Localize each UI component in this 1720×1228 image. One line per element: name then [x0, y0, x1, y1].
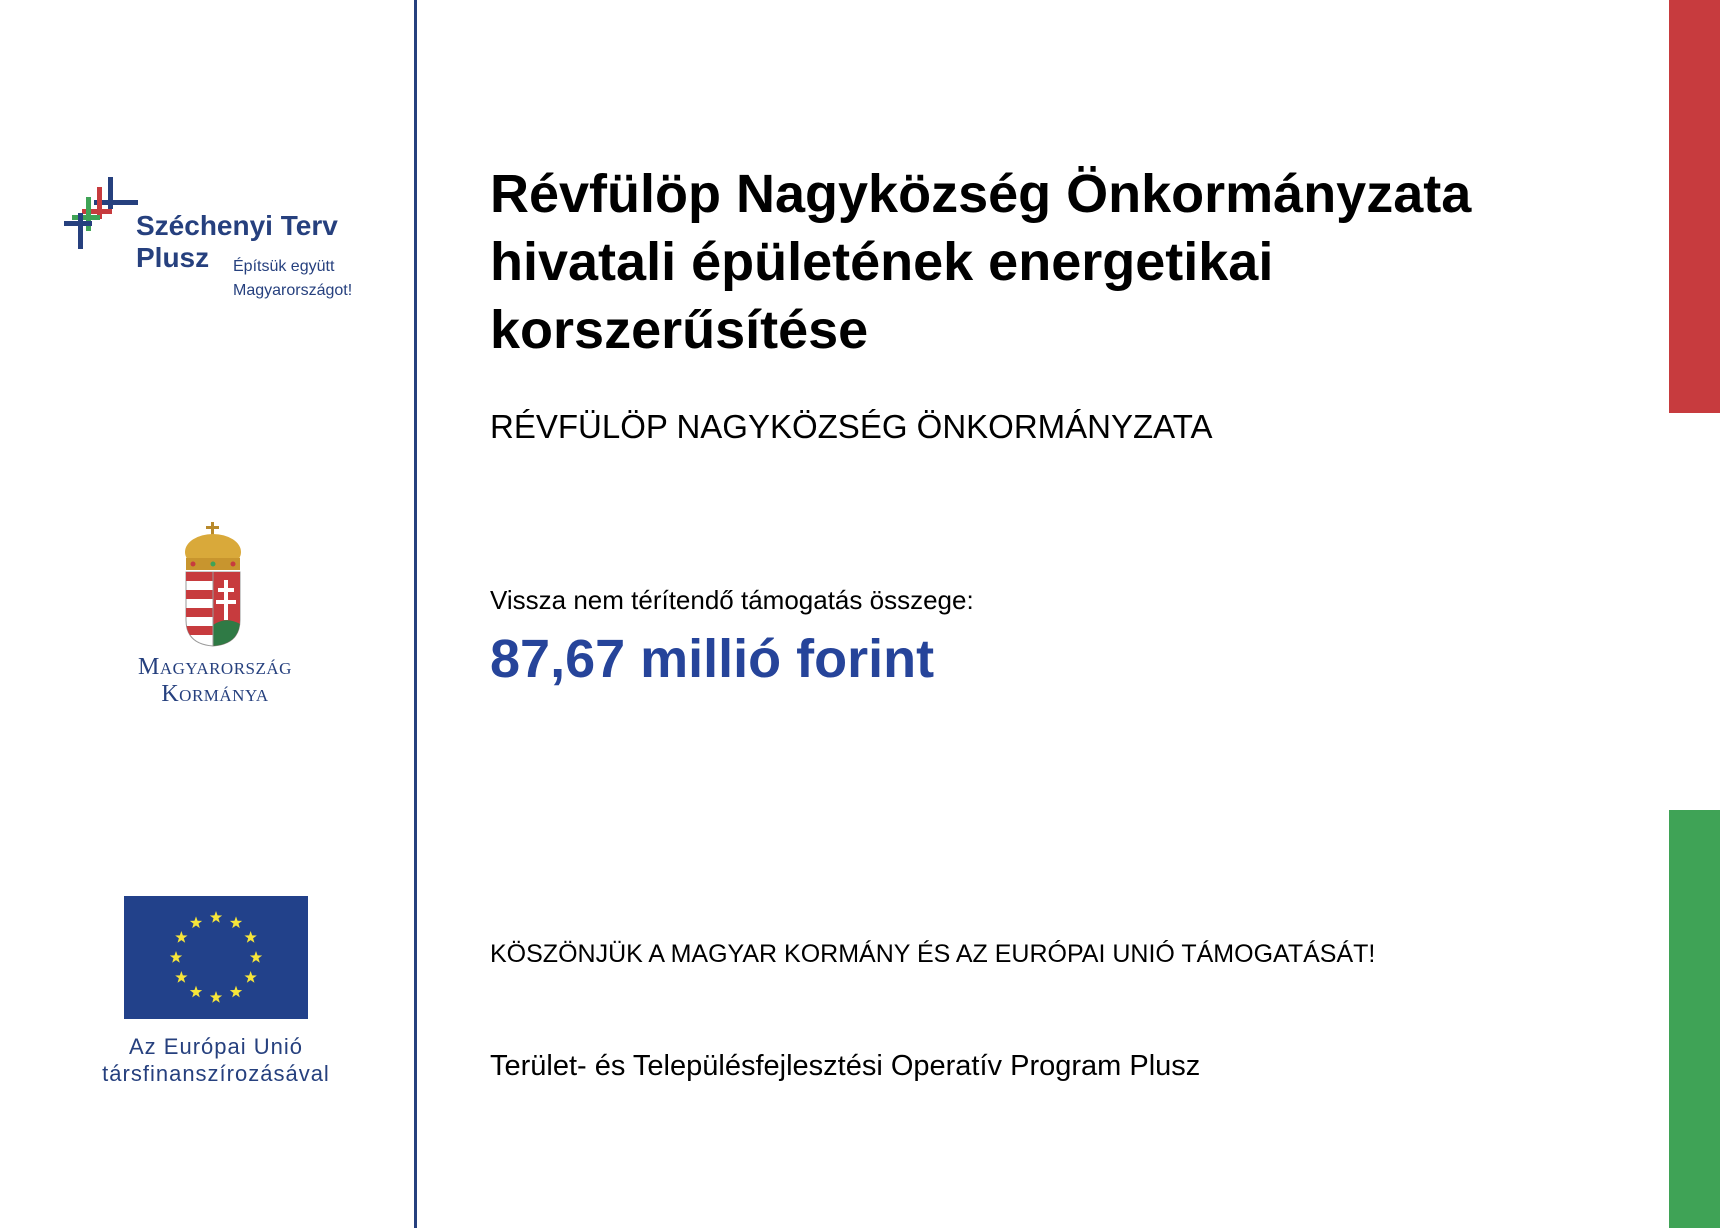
szechenyi-terv-logo — [64, 175, 384, 305]
government-name — [90, 654, 340, 708]
szechenyi-slogan — [233, 255, 352, 303]
slogan-line-2: Magyarországot! — [233, 282, 353, 299]
beneficiary-name: RÉVFÜLÖP NAGYKÖZSÉG ÖNKORMÁNYZATA — [490, 408, 1213, 445]
project-title: Révfülöp Nagyközség Önkormányzata hivatali épületének energetikai korszerűsítése — [490, 164, 1472, 360]
government-line-1: Magyarország — [138, 654, 292, 680]
grant-amount: 87,67 millió forint — [490, 629, 935, 689]
government-line-2: Kormánya — [161, 681, 269, 707]
eu-flag-icon — [124, 896, 308, 1019]
szechenyi-title: Széchenyi Terv — [136, 210, 338, 241]
eu-line-1: Az Európai Unió — [129, 1034, 303, 1059]
szechenyi-cross-icon — [64, 175, 140, 251]
grant-label: Vissza nem térítendő támogatás összege: — [490, 585, 974, 615]
thanks-text: KÖSZÖNJÜK A MAGYAR KORMÁNY ÉS AZ EURÓPAI UNIÓ TÁMOGATÁSÁT! — [490, 940, 1376, 968]
program-name: Terület- és Településfejlesztési Operatív Program Plusz — [490, 1050, 1201, 1082]
szechenyi-plusz: Plusz — [136, 242, 210, 273]
eu-cofinancing-text — [70, 1033, 362, 1087]
flag-red-stripe — [1669, 0, 1720, 413]
hungarian-coat-of-arms-icon — [178, 520, 248, 648]
vertical-divider — [414, 0, 417, 1228]
eu-line-2: társfinanszírozásával — [102, 1061, 330, 1086]
slogan-line-1: Építsük együtt — [233, 258, 335, 275]
flag-green-stripe — [1669, 810, 1720, 1228]
